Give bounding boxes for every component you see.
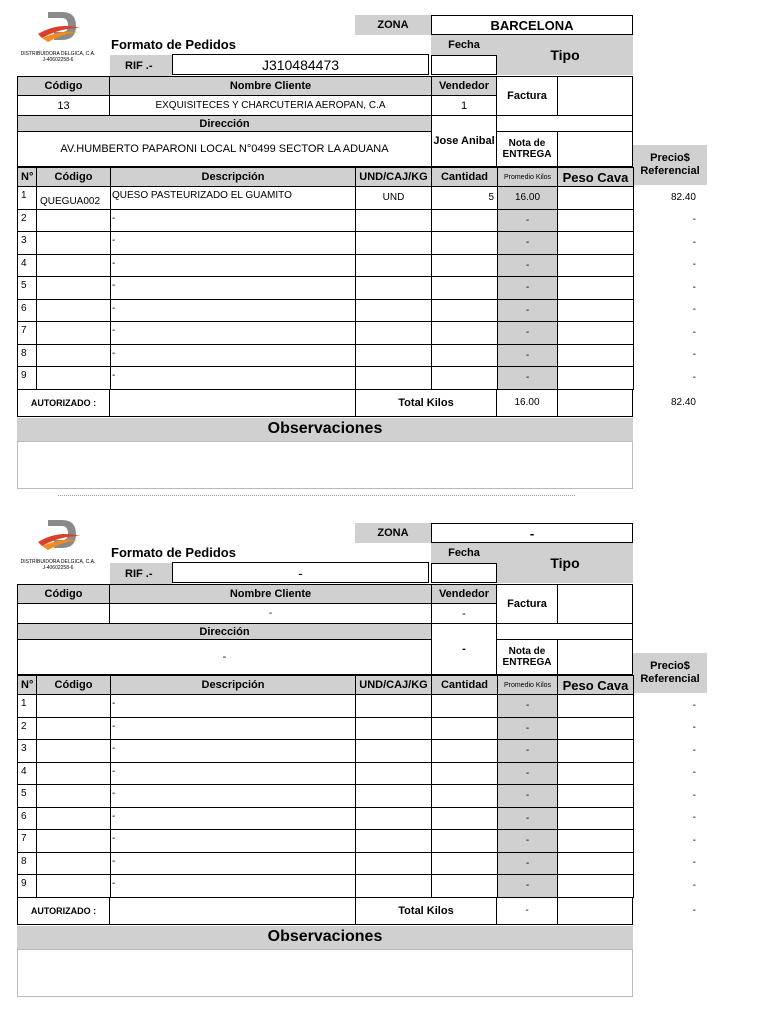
company-rif: J-40602258-6	[42, 565, 74, 571]
cell-cantidad: 5	[431, 186, 498, 210]
autorizado-label: AUTORIZADO :	[17, 389, 110, 417]
cell-precio: -	[692, 281, 696, 293]
company-rif: J-40602258-6	[42, 57, 74, 63]
total-kilos-value: 16.00	[496, 389, 558, 417]
total-kilos-value: -	[496, 897, 558, 925]
cell-n: 4	[17, 254, 37, 278]
rif-value: -	[172, 562, 429, 583]
cell-codigo: QUEGUA002	[36, 186, 111, 210]
cell-und	[355, 694, 432, 718]
col-header-codigo: Código	[36, 167, 111, 187]
cell-descripcion: -	[110, 829, 356, 853]
cell-promedio: -	[497, 807, 558, 831]
cell-codigo	[36, 209, 111, 233]
cell-descripcion: -	[110, 807, 356, 831]
codigo-label: Código	[17, 584, 110, 604]
cell-promedio: -	[497, 694, 558, 718]
tipo-label: Tipo	[497, 543, 633, 583]
cell-precio: 82.40	[670, 191, 696, 203]
cell-codigo	[36, 762, 111, 786]
cell-und	[355, 231, 432, 255]
cell-cantidad	[431, 852, 498, 876]
cell-codigo	[36, 807, 111, 831]
cell-peso[interactable]	[557, 784, 634, 808]
cell-descripcion: -	[110, 717, 356, 741]
tipo-label: Tipo	[497, 35, 633, 75]
factura-label: Factura	[496, 584, 558, 624]
company-logo-d-icon	[18, 516, 98, 554]
cell-n: 2	[17, 717, 37, 741]
cell-precio: -	[692, 857, 696, 869]
cell-descripcion: QUESO PASTEURIZADO EL GUAMITO	[110, 186, 356, 210]
codigo-value: 13	[17, 95, 110, 116]
cell-descripcion: -	[110, 231, 356, 255]
cell-n: 7	[17, 321, 37, 345]
cell-n: 9	[17, 874, 37, 898]
rif-value: J310484473	[172, 54, 429, 75]
vendedor-label: Vendedor	[431, 76, 497, 96]
cell-precio: -	[692, 259, 696, 271]
observaciones-label: Observaciones	[17, 418, 633, 441]
cell-codigo	[36, 299, 111, 323]
cell-promedio: -	[497, 209, 558, 233]
cell-precio: -	[692, 789, 696, 801]
cell-n: 6	[17, 299, 37, 323]
cell-descripcion: -	[110, 874, 356, 898]
col-header-n: N°	[17, 675, 37, 695]
cell-descripcion: -	[110, 762, 356, 786]
cell-precio: -	[692, 304, 696, 316]
cell-und	[355, 874, 432, 898]
fecha-value[interactable]	[431, 563, 497, 583]
cell-peso[interactable]	[557, 254, 634, 278]
cell-n: 8	[17, 344, 37, 368]
cell-descripcion: -	[110, 784, 356, 808]
company-logo	[18, 516, 98, 571]
cell-codigo	[36, 231, 111, 255]
cell-promedio: -	[497, 344, 558, 368]
cell-peso[interactable]	[557, 874, 634, 898]
cell-promedio: -	[497, 276, 558, 300]
col-header-promedio: Promedio Kilos	[497, 167, 558, 187]
blank-cell	[496, 623, 633, 640]
cell-n: 3	[17, 739, 37, 763]
col-header-cantidad: Cantidad	[431, 675, 498, 695]
cell-und	[355, 344, 432, 368]
cell-promedio: -	[497, 852, 558, 876]
cell-cantidad	[431, 366, 498, 390]
fecha-label: Fecha	[431, 35, 497, 55]
cell-peso[interactable]	[557, 694, 634, 718]
cell-cantidad	[431, 717, 498, 741]
cell-peso[interactable]	[557, 807, 634, 831]
direccion-label: Dirección	[17, 623, 432, 640]
cell-n: 2	[17, 209, 37, 233]
cell-precio: -	[692, 879, 696, 891]
cell-und	[355, 299, 432, 323]
cell-cantidad	[431, 254, 498, 278]
observaciones-label: Observaciones	[17, 926, 633, 949]
autorizado-value[interactable]	[109, 389, 356, 417]
cell-und	[355, 366, 432, 390]
cell-precio: -	[692, 834, 696, 846]
cell-und	[355, 829, 432, 853]
cell-precio: -	[692, 326, 696, 338]
form-title: Formato de Pedidos	[111, 544, 236, 560]
autorizado-label: AUTORIZADO :	[17, 897, 110, 925]
autorizado-value[interactable]	[109, 897, 356, 925]
col-header-descripcion: Descripción	[110, 167, 356, 187]
nombre-cliente-label: Nombre Cliente	[109, 76, 432, 96]
vendedor-value: 1	[431, 95, 497, 116]
cell-n: 3	[17, 231, 37, 255]
col-header-descripcion: Descripción	[110, 675, 356, 695]
cell-n: 4	[17, 762, 37, 786]
cell-n: 1	[17, 694, 37, 718]
cell-precio: -	[692, 349, 696, 361]
cell-promedio: -	[497, 254, 558, 278]
cell-cantidad	[431, 276, 498, 300]
col-header-codigo: Código	[36, 675, 111, 695]
cell-codigo	[36, 717, 111, 741]
precio-referencial-label: Precio$ Referencial	[633, 145, 707, 185]
cell-descripcion: -	[110, 299, 356, 323]
cell-precio: -	[692, 371, 696, 383]
fecha-value[interactable]	[431, 55, 497, 75]
rif-label: RIF .-	[110, 55, 172, 76]
cell-peso[interactable]	[557, 321, 634, 345]
vendedor-value: -	[431, 603, 497, 624]
vendedor-name	[431, 115, 497, 167]
cell-peso[interactable]	[557, 852, 634, 876]
cell-promedio: -	[497, 762, 558, 786]
cell-peso[interactable]	[557, 829, 634, 853]
col-header-und: UND/CAJ/KG	[355, 167, 432, 187]
vendedor-name-text: -	[462, 643, 466, 655]
cell-codigo	[36, 739, 111, 763]
col-header-peso: Peso Cava	[557, 675, 634, 695]
cell-promedio: -	[497, 829, 558, 853]
col-header-und: UND/CAJ/KG	[355, 675, 432, 695]
cell-precio: -	[692, 767, 696, 779]
cell-cantidad	[431, 231, 498, 255]
company-name: DISTRIBUIDORA DELGICA, C.A.	[20, 51, 96, 57]
cell-cantidad	[431, 762, 498, 786]
cell-descripcion: -	[110, 276, 356, 300]
col-header-promedio: Promedio Kilos	[497, 675, 558, 695]
cell-cantidad	[431, 321, 498, 345]
cell-n: 8	[17, 852, 37, 876]
vendedor-name	[431, 623, 497, 675]
total-kilos-label: Total Kilos	[355, 897, 497, 925]
nombre-cliente-label: Nombre Cliente	[109, 584, 432, 604]
order-form-2	[0, 508, 768, 1003]
cell-cantidad	[431, 299, 498, 323]
cut-separator	[58, 495, 575, 496]
col-header-peso: Peso Cava	[557, 167, 634, 187]
cell-promedio: -	[497, 874, 558, 898]
cell-cantidad	[431, 209, 498, 233]
factura-value[interactable]	[557, 584, 633, 624]
cell-und	[355, 276, 432, 300]
observaciones-value[interactable]	[17, 441, 633, 489]
cell-n: 1	[17, 186, 37, 210]
cell-precio: -	[692, 722, 696, 734]
observaciones-value[interactable]	[17, 949, 633, 997]
cell-promedio: -	[497, 299, 558, 323]
cell-codigo	[36, 321, 111, 345]
cell-descripcion: -	[110, 344, 356, 368]
cell-codigo	[36, 254, 111, 278]
nombre-cliente-value: EXQUISITECES Y CHARCUTERIA AEROPAN, C.A	[109, 95, 432, 116]
cell-cantidad	[431, 784, 498, 808]
total-peso-value	[557, 897, 633, 925]
cell-cantidad	[431, 874, 498, 898]
cell-peso[interactable]	[557, 299, 634, 323]
cell-promedio: -	[497, 717, 558, 741]
cell-precio: -	[692, 214, 696, 226]
cell-und	[355, 209, 432, 233]
col-header-n: N°	[17, 167, 37, 187]
cell-descripcion: -	[110, 852, 356, 876]
nota-entrega-value[interactable]	[557, 639, 633, 675]
total-precio-value: -	[692, 905, 696, 916]
zona-label: ZONA	[355, 523, 431, 543]
cell-promedio: -	[497, 366, 558, 390]
cell-peso[interactable]	[557, 209, 634, 233]
blank-cell	[496, 115, 633, 132]
cell-und	[355, 739, 432, 763]
cell-precio: -	[692, 812, 696, 824]
total-kilos-label: Total Kilos	[355, 389, 497, 417]
cell-peso[interactable]	[557, 231, 634, 255]
col-header-cantidad: Cantidad	[431, 167, 498, 187]
cell-und	[355, 717, 432, 741]
zona-label: ZONA	[355, 15, 431, 35]
cell-codigo	[36, 852, 111, 876]
codigo-label: Código	[17, 76, 110, 96]
cell-peso[interactable]	[557, 344, 634, 368]
zona-value: -	[431, 523, 633, 543]
cell-n: 5	[17, 784, 37, 808]
factura-value[interactable]	[557, 76, 633, 116]
cell-codigo	[36, 784, 111, 808]
cell-descripcion: -	[110, 366, 356, 390]
total-peso-value	[557, 389, 633, 417]
cell-precio: -	[692, 744, 696, 756]
company-logo	[18, 8, 98, 63]
cell-und: UND	[355, 186, 432, 210]
cell-codigo	[36, 276, 111, 300]
cell-peso[interactable]	[557, 717, 634, 741]
nota-entrega-label: Nota de ENTREGA	[496, 131, 558, 167]
cell-cantidad	[431, 829, 498, 853]
cell-promedio: -	[497, 321, 558, 345]
cell-und	[355, 321, 432, 345]
company-logo-d-icon	[18, 8, 98, 46]
factura-label: Factura	[496, 76, 558, 116]
cell-cantidad	[431, 344, 498, 368]
cell-n: 7	[17, 829, 37, 853]
direccion-value: -	[17, 639, 432, 675]
cell-descripcion: -	[110, 254, 356, 278]
cell-descripcion: -	[110, 694, 356, 718]
cell-precio: -	[692, 699, 696, 711]
order-form-1	[0, 0, 768, 495]
cell-promedio: -	[497, 231, 558, 255]
cell-codigo	[36, 366, 111, 390]
fecha-label: Fecha	[431, 543, 497, 563]
vendedor-name-text: Jose Anibal	[433, 135, 495, 147]
cell-peso[interactable]	[557, 762, 634, 786]
direccion-label: Dirección	[17, 115, 432, 132]
zona-value: BARCELONA	[431, 15, 633, 35]
cell-codigo	[36, 694, 111, 718]
codigo-value	[17, 603, 110, 624]
cell-n: 9	[17, 366, 37, 390]
nota-entrega-value[interactable]	[557, 131, 633, 167]
nombre-cliente-value: -	[109, 603, 432, 624]
cell-codigo	[36, 344, 111, 368]
cell-promedio: -	[497, 784, 558, 808]
precio-referencial-label: Precio$ Referencial	[633, 653, 707, 693]
cell-cantidad	[431, 739, 498, 763]
form-title: Formato de Pedidos	[111, 36, 236, 52]
nota-entrega-label: Nota de ENTREGA	[496, 639, 558, 675]
cell-und	[355, 254, 432, 278]
cell-n: 6	[17, 807, 37, 831]
total-precio-value: 82.40	[670, 397, 696, 408]
cell-peso[interactable]	[557, 366, 634, 390]
cell-codigo	[36, 874, 111, 898]
cell-cantidad	[431, 807, 498, 831]
company-name: DISTRIBUIDORA DELGICA, C.A.	[20, 559, 96, 565]
cell-peso[interactable]	[557, 276, 634, 300]
cell-descripcion: -	[110, 739, 356, 763]
cell-codigo	[36, 829, 111, 853]
cell-descripcion: -	[110, 209, 356, 233]
cell-n: 5	[17, 276, 37, 300]
vendedor-label: Vendedor	[431, 584, 497, 604]
direccion-value: AV.HUMBERTO PAPARONI LOCAL N°0499 SECTOR LA ADUANA	[17, 131, 432, 167]
cell-promedio: -	[497, 739, 558, 763]
cell-und	[355, 852, 432, 876]
cell-und	[355, 807, 432, 831]
cell-und	[355, 784, 432, 808]
cell-descripcion: -	[110, 321, 356, 345]
cell-peso[interactable]	[557, 186, 634, 210]
cell-promedio: 16.00	[497, 186, 558, 210]
cell-und	[355, 762, 432, 786]
cell-peso[interactable]	[557, 739, 634, 763]
rif-label: RIF .-	[110, 563, 172, 584]
cell-cantidad	[431, 694, 498, 718]
cell-precio: -	[692, 236, 696, 248]
